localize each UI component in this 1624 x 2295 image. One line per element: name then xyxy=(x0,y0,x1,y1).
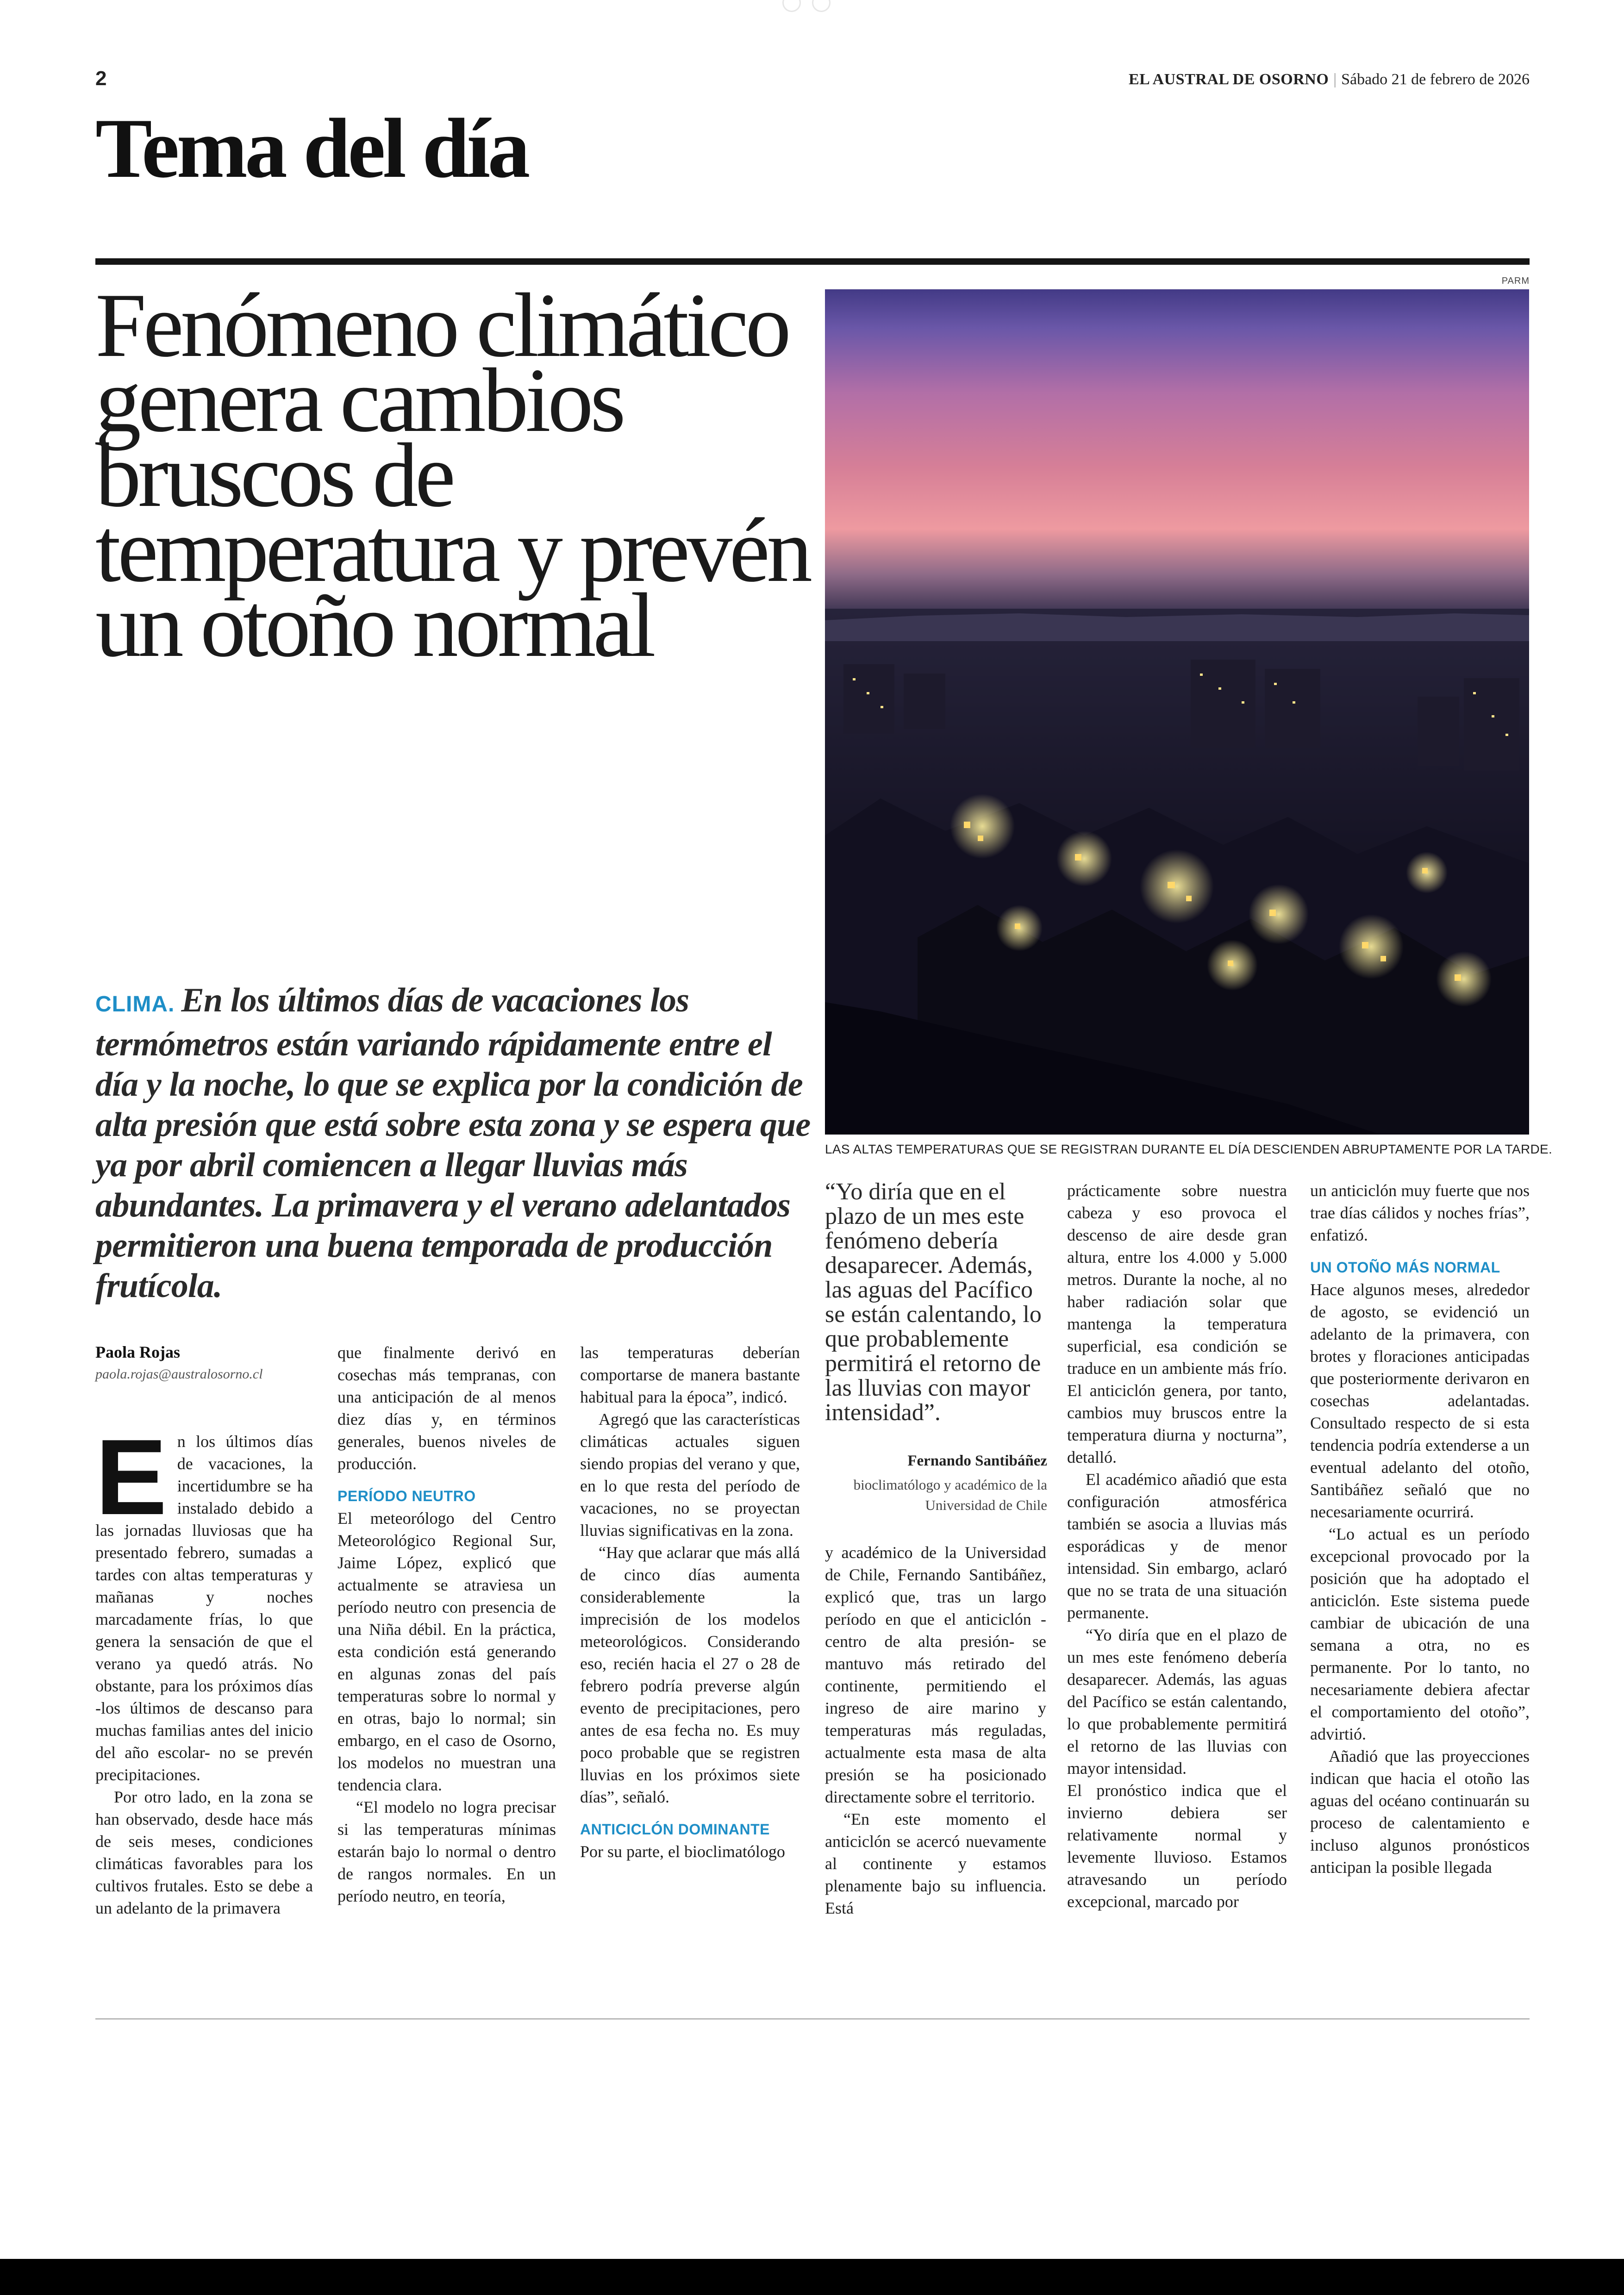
page-dot[interactable] xyxy=(812,0,831,12)
bottom-rule xyxy=(95,2018,1530,2020)
article-paragraph: “Hay que aclarar que más allá de cinco días aumenta considerablemente la imprecisión de los modelos meteorológicos. Considerando eso, recién hacia el 27 o 28 de febrero podría preverse algún evento de precipitaciones, pero antes de esa fecha no. Es muy poco probable que se registren lluvias en los próximos siete días”, señaló. xyxy=(580,1543,800,1806)
section-rule xyxy=(95,258,1530,265)
article-column-4 xyxy=(825,1541,1046,1919)
subheading: ANTICICLÓN DOMINANTE xyxy=(580,1821,770,1838)
photo-credit: PARM xyxy=(1501,276,1530,286)
subheading: UN OTOÑO MÁS NORMAL xyxy=(1310,1259,1500,1276)
article-column-6 xyxy=(1310,1179,1530,1878)
lead-paragraph xyxy=(95,980,818,1306)
article-column-3 xyxy=(580,1341,800,1863)
byline-email[interactable]: paola.rojas@australosorno.cl xyxy=(95,1366,263,1382)
page-indicator xyxy=(782,0,831,19)
article-paragraph: prácticamente sobre nuestra cabeza y eso provoca el descenso de aire desde gran altura, entre los 4.000 y 5.000 metros. Durante la noche, al no haber radiación solar que mantenga la temperatura superficial, esa condición se traduce en un ambiente más frío. El anticiclón genera, por tanto, cambios muy bruscos entre la temperatura diurna y nocturna”, detalló. xyxy=(1067,1181,1287,1466)
byline xyxy=(95,1342,327,1382)
page-dot[interactable] xyxy=(782,0,801,12)
lead-text: En los últimos días de vacaciones los termómetros están variando rápidamente entre el día y la noche, lo que se explica por la condición de alta presión que está sobre esta zona y se espera que ya por abril comiencen a llegar lluvias más abundantes. La primavera y el verano adelantados permitieron una buena temporada de producción frutícola. xyxy=(95,981,811,1305)
pull-quote: “Yo diría que en el plazo de un mes este fenómeno debería desaparecer. Además, las aguas del Pacífico se están calentando, lo que probablemente permitirá el retorno de las lluvias con mayor intensidad”. xyxy=(825,1179,1042,1426)
article-column-1 xyxy=(95,1417,313,1919)
pull-quote-role: bioclimatólogo y académico de la Universidad de Chile xyxy=(853,1477,1047,1513)
article-paragraph: “En este momento el anticiclón se acercó nuevamente al continente y estamos plenamente bajo su influencia. Está xyxy=(825,1810,1046,1917)
article-paragraph: las temperaturas deberían comportarse de manera bastante habitual para la época”, indicó. xyxy=(580,1343,800,1406)
photo-illustration xyxy=(825,289,1529,1135)
viewer-bottom-bar xyxy=(0,2259,1624,2295)
article-paragraph: El pronóstico indica que el invierno debiera ser relativamente normal y levemente lluvioso. Estamos atravesando un período excepcional, marcado por xyxy=(1067,1781,1287,1911)
article-paragraph: “El modelo no logra precisar si las temperaturas mínimas estarán bajo lo normal o dentro de rangos normales. En un período neutro, en teoría, xyxy=(337,1798,556,1905)
article-paragraph: “Lo actual es un período excepcional provocado por la posición que ha adoptado el anticiclón. Este sistema puede cambiar de ubicación de una semana a otra, no es permanente. Por lo tanto, no necesariamente debiera afectar el comportamiento del otoño”, advirtió. xyxy=(1310,1525,1530,1743)
article-paragraph: El académico añadió que esta configuración atmosférica también se asocia a lluvias más esporádicas y de menor intensidad. Sin embargo, aclaró que no se trata de una situación permanente. xyxy=(1067,1470,1287,1622)
pull-quote-author: Fernando Santibáñez xyxy=(907,1453,1047,1469)
lead-tag: CLIMA. xyxy=(95,992,175,1017)
article-paragraph: un anticiclón muy fuerte que nos trae días cálidos y noches frías”, enfatizó. xyxy=(1310,1181,1530,1244)
article-paragraph: y académico de la Universidad de Chile, Fernando Santibáñez, explicó que, tras un largo período en que el anticiclón -centro de alta presión- se mantuvo más retirado del continente, permitiendo el ingreso de aire marino y temperaturas más reguladas, actualmente esta masa de alta presión se ha posicionado directamente sobre el territorio. xyxy=(825,1543,1046,1806)
article-paragraph: Agregó que las características climáticas actuales siguen siendo propias del verano y que, en lo que resta del período de vacaciones, no se proyectan lluvias significativas en la zona. xyxy=(580,1410,800,1540)
byline-author: Paola Rojas xyxy=(95,1343,180,1361)
article-paragraph: Hace algunos meses, alrededor de agosto, se evidenció un adelanto de la primavera, con brotes y floraciones anticipadas que posteriormente derivaron en cosechas adelantadas. Consultado respecto de si esta tendencia podría extenderse a un eventual adelanto del otoño, Santibáñez señaló que no necesariamente ocurrirá. xyxy=(1310,1280,1530,1521)
photo-caption: LAS ALTAS TEMPERATURAS QUE SE REGISTRAN DURANTE EL DÍA DESCIENDEN ABRUPTAMENTE POR LA TARDE. xyxy=(825,1142,1553,1156)
page-header xyxy=(95,67,1530,95)
article-paragraph: Añadió que las proyecciones indican que hacia el otoño las aguas del océano continuarán su proceso de calentamiento e incluso algunos pronósticos anticipan la posible llegada xyxy=(1310,1747,1530,1877)
masthead xyxy=(1129,71,1530,88)
issue-date: Sábado 21 de febrero de 2026 xyxy=(1341,71,1530,88)
drop-cap: E xyxy=(95,1417,167,1537)
article-paragraph xyxy=(95,1417,313,1786)
page-number: 2 xyxy=(95,67,107,90)
masthead-separator: | xyxy=(1333,71,1337,88)
section-title: Tema del día xyxy=(95,101,528,195)
article-paragraph: que finalmente derivó en cosechas más tempranas, con una anticipación de al menos diez días y, en términos generales, buenos niveles de producción. xyxy=(337,1343,556,1473)
article-column-5 xyxy=(1067,1179,1287,1913)
subheading: PERÍODO NEUTRO xyxy=(337,1488,476,1504)
sunset-city-photo xyxy=(825,289,1529,1135)
headline: Fenómeno climático genera cambios bruscos de temperatura y prevén un otoño normal xyxy=(95,274,810,676)
article-paragraph: “Yo diría que en el plazo de un mes este fenómeno debería desaparecer. Además, las aguas del Pacífico se están calentando, lo que probablemente permitirá el retorno de las lluvias con mayor intensidad. xyxy=(1067,1626,1287,1777)
article-column-2 xyxy=(337,1341,556,1907)
article-paragraph: El meteorólogo del Centro Meteorológico Regional Sur, Jaime López, explicó que actualmente se atraviesa un período neutro con presencia de una Niña débil. En la práctica, esta condición está generando en algunas zonas del país temperaturas sobre lo normal y en otras, bajo lo normal; sin embargo, en el caso de Osorno, los modelos no muestran una tendencia clara. xyxy=(337,1509,556,1794)
article-paragraph: Por su parte, el bioclimatólogo xyxy=(580,1842,785,1861)
paragraph-text: n los últimos días de vacaciones, la incertidumbre se ha instalado debido a las jornadas lluviosas que ha presentado febrero, sumadas a tardes con altas temperaturas y mañanas y noches marcadamente frías, lo que genera la sensación de que el verano ya quedó atrás. No obstante, para los próximos días -los últimos de descanso para muchas familias antes del inicio del año escolar- no se prevén precipitaciones. xyxy=(95,1432,313,1784)
article-paragraph: Por otro lado, en la zona se han observado, desde hace más de seis meses, condiciones climáticas favorables para los cultivos frutales. Esto se debe a un adelanto de la primavera xyxy=(95,1788,313,1917)
publication-name: EL AUSTRAL DE OSORNO xyxy=(1128,71,1329,88)
